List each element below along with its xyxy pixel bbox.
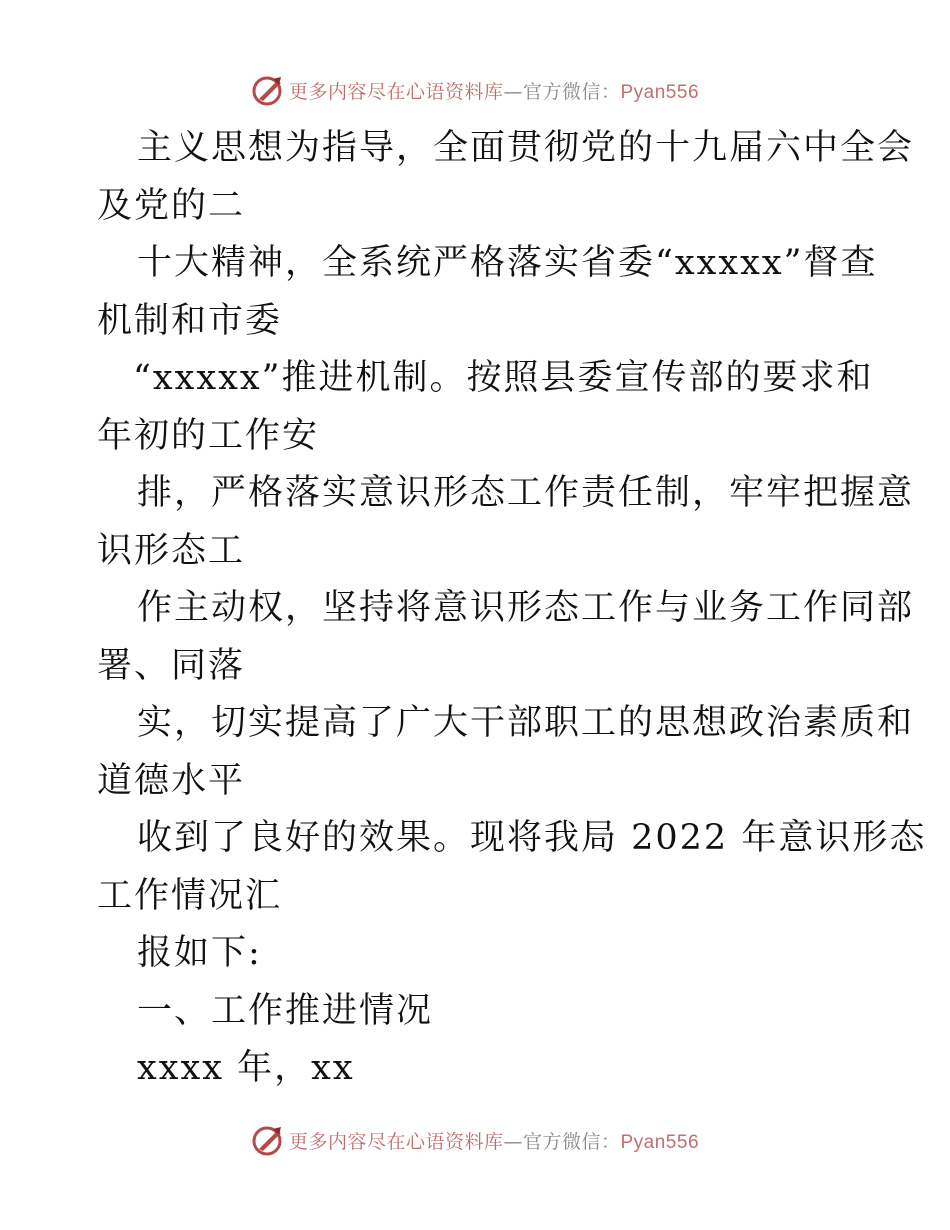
header-banner-text bbox=[289, 77, 699, 104]
body-line: 识形态工 bbox=[97, 530, 246, 571]
body-line: 收到了良好的效果。现将我局 2022 年意识形态 bbox=[137, 818, 927, 858]
body-line: 署、同落 bbox=[97, 645, 246, 686]
body-line: 年初的工作安 bbox=[97, 415, 320, 456]
footer-brand: 更多内容尽在心语资料库 bbox=[288, 1130, 504, 1153]
quill-logo-icon bbox=[251, 73, 285, 107]
header-banner bbox=[0, 70, 950, 110]
body-line: “xxxxx”推进机制。按照县委宣传部的要求和 bbox=[133, 358, 874, 398]
header-separator: — bbox=[503, 80, 523, 103]
body-line: 十大精神，全系统严格落实省委“xxxxx”督查 bbox=[137, 243, 878, 283]
header-wechat-label: 官方微信： bbox=[522, 80, 621, 103]
body-line: 实，切实提高了广大干部职工的思想政治素质和 bbox=[137, 703, 915, 743]
body-line: 作主动权，坚持将意识形态工作与业务工作同部 bbox=[137, 588, 915, 628]
body-line: 工作情况汇 bbox=[97, 875, 283, 916]
body-line: 主义思想为指导，全面贯彻党的十九届六中全会 bbox=[137, 128, 915, 168]
body-line: 报如下: bbox=[137, 933, 262, 973]
body-line: 机制和市委 bbox=[97, 300, 283, 341]
body-line: 道德水平 bbox=[97, 760, 246, 801]
body-line: 及党的二 bbox=[97, 185, 246, 226]
body-line: 排，严格落实意识形态工作责任制，牢牢把握意 bbox=[137, 473, 915, 513]
footer-wechat-id: Pyan556 bbox=[620, 1131, 700, 1153]
section-heading: 一、工作推进情况 bbox=[137, 990, 434, 1031]
footer-wechat-label: 官方微信： bbox=[522, 1130, 621, 1153]
footer-separator: — bbox=[503, 1130, 523, 1153]
quill-logo-icon bbox=[251, 1123, 285, 1157]
body-line: xxxx 年，xx bbox=[137, 1048, 355, 1088]
footer-banner-text bbox=[289, 1127, 699, 1154]
footer-banner bbox=[0, 1120, 950, 1160]
header-brand: 更多内容尽在心语资料库 bbox=[288, 80, 504, 103]
header-wechat-id: Pyan556 bbox=[620, 81, 700, 103]
document-body bbox=[97, 120, 927, 1098]
